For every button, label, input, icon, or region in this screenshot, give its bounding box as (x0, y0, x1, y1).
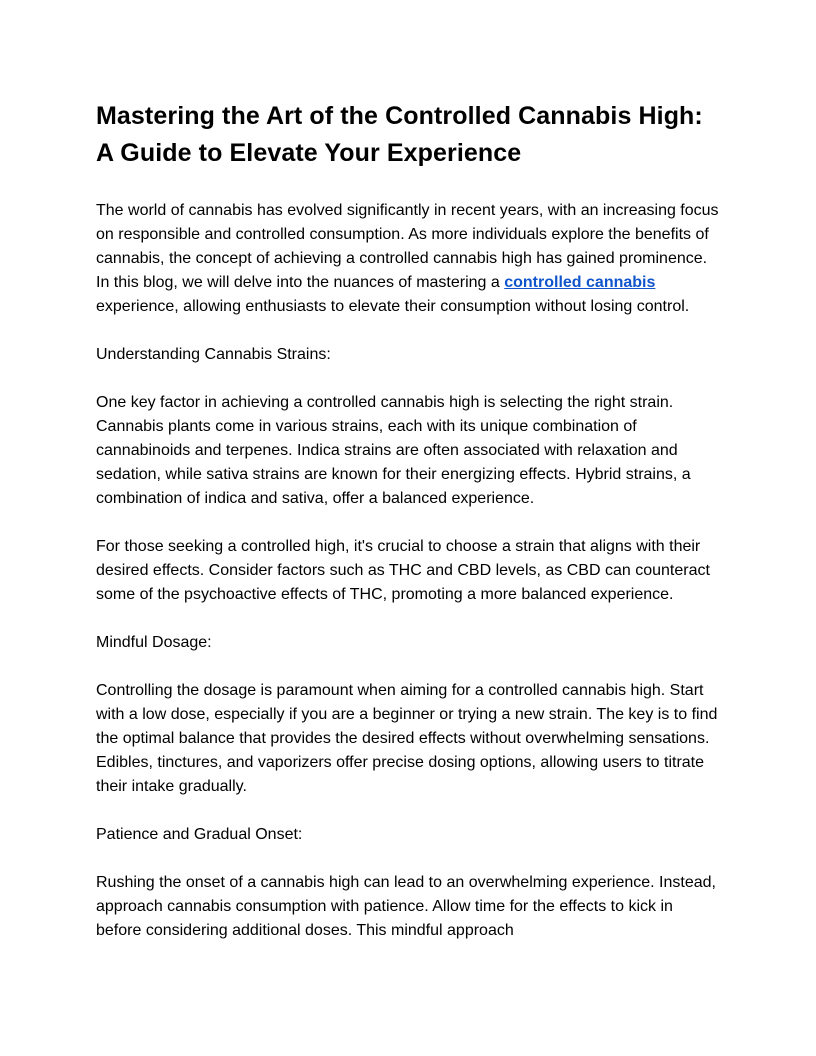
intro-text-after-link: experience, allowing enthusiasts to elevate their consumption without losing control. (96, 298, 690, 315)
controlled-cannabis-link[interactable]: controlled cannabis (504, 274, 656, 291)
intro-text-before-link: The world of cannabis has evolved significantly in recent years, with an increasing focus on responsible and controlled consumption. As more individuals explore the benefits of cannabis, the concept of achieving a controlled cannabis high has gained prominence. In this blog, we will delve into the nuances of mastering a (96, 202, 719, 291)
section-heading-mindful-dosage: Mindful Dosage: (96, 634, 212, 651)
section-heading-understanding-strains: Understanding Cannabis Strains: (96, 346, 331, 363)
document-title: Mastering the Art of the Controlled Cannabis High: A Guide to Elevate Your Experience (96, 102, 703, 167)
body-paragraph-thc-cbd: For those seeking a controlled high, it's crucial to choose a strain that aligns with their desired effects. Consider factors such as THC and CBD levels, as CBD can counteract some of the psychoactive effects of THC, promoting a more balanced experience. (96, 538, 710, 603)
body-paragraph-dosage: Controlling the dosage is paramount when aiming for a controlled cannabis high. Start with a low dose, especially if you are a beginner or trying a new strain. The key is to find the optimal balance that provides the desired effects without overwhelming sensations. Edibles, tinctures, and vaporizers offer precise dosing options, allowing users to titrate their intake gradually. (96, 682, 718, 795)
intro-paragraph (96, 199, 720, 319)
section-heading-patience-onset: Patience and Gradual Onset: (96, 826, 303, 843)
body-paragraph-strain-selection: One key factor in achieving a controlled cannabis high is selecting the right strain. Cannabis plants come in various strains, each with its unique combination of cannabinoids and terpenes. Indica strains are often associated with relaxation and sedation, while sativa strains are known for their energizing effects. Hybrid strains, a combination of indica and sativa, offer a balanced experience. (96, 394, 691, 507)
body-paragraph-patience: Rushing the onset of a cannabis high can lead to an overwhelming experience. Instead, approach cannabis consumption with patience. Allow time for the effects to kick in before considering additional doses. This mindful approach (96, 874, 716, 939)
